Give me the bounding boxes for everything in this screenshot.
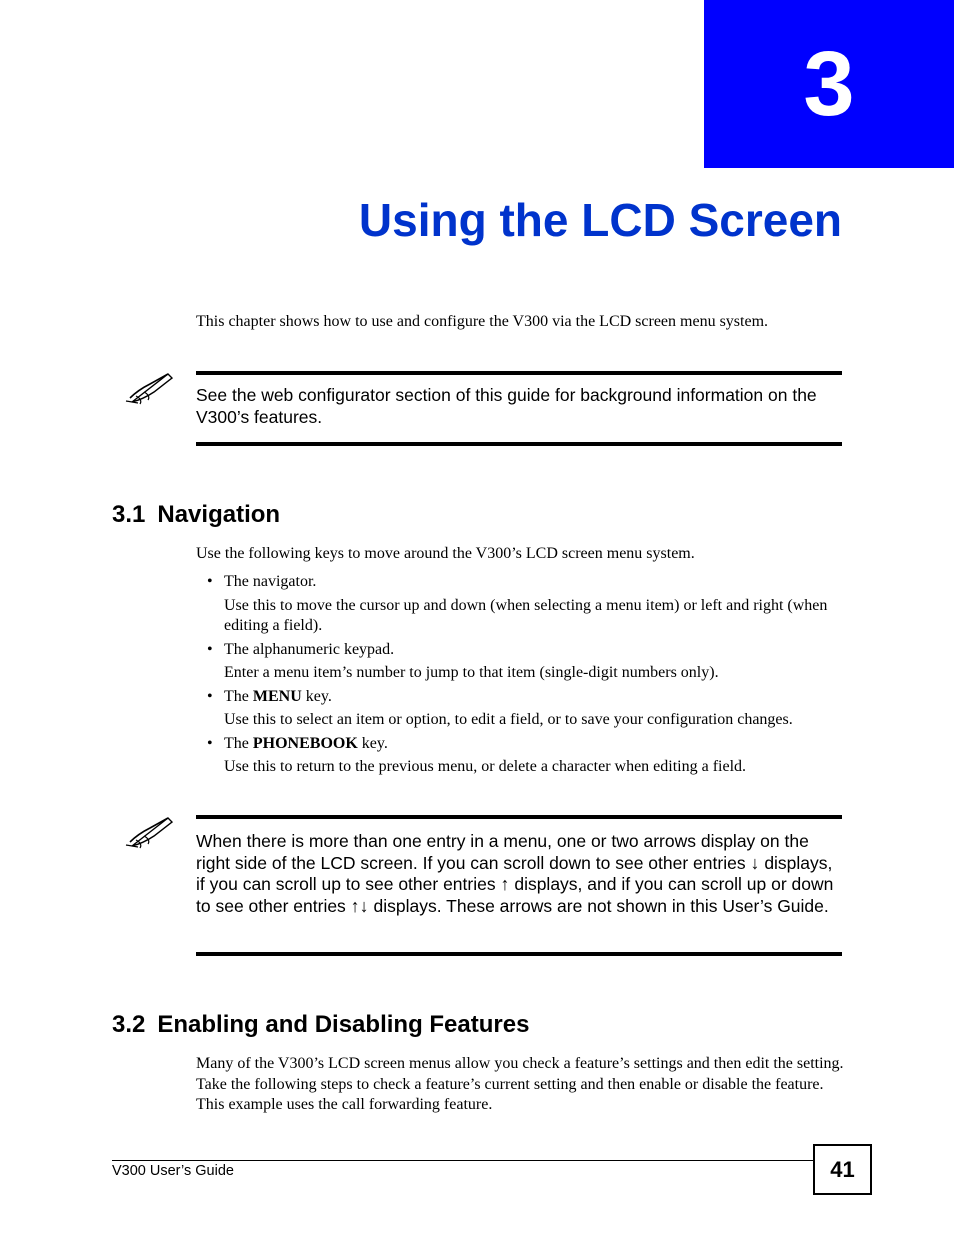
page-number: 41 (830, 1156, 855, 1182)
section-heading-navigation (112, 500, 280, 530)
writing-hand-icon (124, 814, 176, 850)
list-item-title: • The navigator. (224, 573, 317, 590)
section-body: Many of the V300’s LCD screen menus allow you check a feature’s settings and then edit the setting. Take the following steps to check a feature’s current setting and then enable or disable the feature. This example uses the call forwarding feature. (196, 1055, 844, 1113)
note-text: See the web configurator section of this guide for background information on the V300’s features. (196, 385, 817, 427)
section-intro: Use the following keys to move around the V300’s LCD screen menu system. (196, 545, 695, 562)
note-text-part: displays, if you can scroll up to see other entries (196, 852, 833, 894)
list-item-title (224, 687, 846, 708)
list-item-suffix: key. (301, 687, 332, 705)
section-title: Navigation (157, 501, 281, 528)
list-item-prefix: The (224, 687, 253, 705)
list-item (196, 687, 846, 731)
list-item (196, 734, 846, 778)
arrow-up-icon: ↑ (500, 874, 510, 894)
list-item-prefix: The (224, 734, 253, 752)
note-text-part: displays. These arrows are not shown in this User’s Guide. (368, 895, 829, 916)
list-item-title (224, 734, 846, 755)
list-item-description: Use this to move the cursor up and down (when selecting a menu item) or left and right (when editing a field). (224, 596, 828, 634)
note-text (196, 831, 842, 917)
arrow-up-down-icon: ↑↓ (350, 895, 369, 916)
note-text-part: displays, and if you can scroll up or down to see other entries (196, 874, 834, 916)
writing-hand-icon (124, 370, 176, 406)
chapter-title: Using the LCD Screen (358, 194, 842, 246)
note-scroll-arrows (196, 815, 842, 956)
note-text-part: When there is more than one entry in a menu, one or two arrows display on the right side of the LCD screen. If you can scroll down to see other entries (196, 831, 809, 873)
page-number-box (813, 1144, 872, 1195)
section-number: 3.1 (112, 501, 146, 528)
chapter-number-box (704, 0, 954, 168)
chapter-number: 3 (803, 32, 855, 135)
key-list (196, 572, 846, 781)
footer-guide-name: V300 User’s Guide (112, 1163, 234, 1179)
list-item-title: • The alphanumeric keypad. (224, 640, 395, 658)
section-heading-enabling-features (112, 1010, 529, 1040)
note-background-info (196, 371, 842, 446)
list-item-description: Use this to return to the previous menu, or delete a character when editing a field. (224, 758, 747, 775)
key-name: PHONEBOOK (252, 734, 358, 752)
list-item (196, 572, 846, 637)
list-item-description: Use this to select an item or option, to edit a field, or to save your configuration changes. (224, 711, 793, 728)
list-item-description: Enter a menu item’s number to jump to that item (single-digit numbers only). (224, 664, 719, 681)
chapter-intro: This chapter shows how to use and configure the V300 via the LCD screen menu system. (196, 313, 769, 330)
section-number: 3.2 (112, 1011, 146, 1038)
list-item (196, 640, 846, 684)
arrow-down-icon: ↓ (750, 852, 760, 873)
section-title: Enabling and Disabling Features (157, 1011, 530, 1038)
key-name: MENU (252, 687, 302, 705)
footer-divider (112, 1160, 814, 1161)
list-item-suffix: key. (357, 734, 388, 752)
